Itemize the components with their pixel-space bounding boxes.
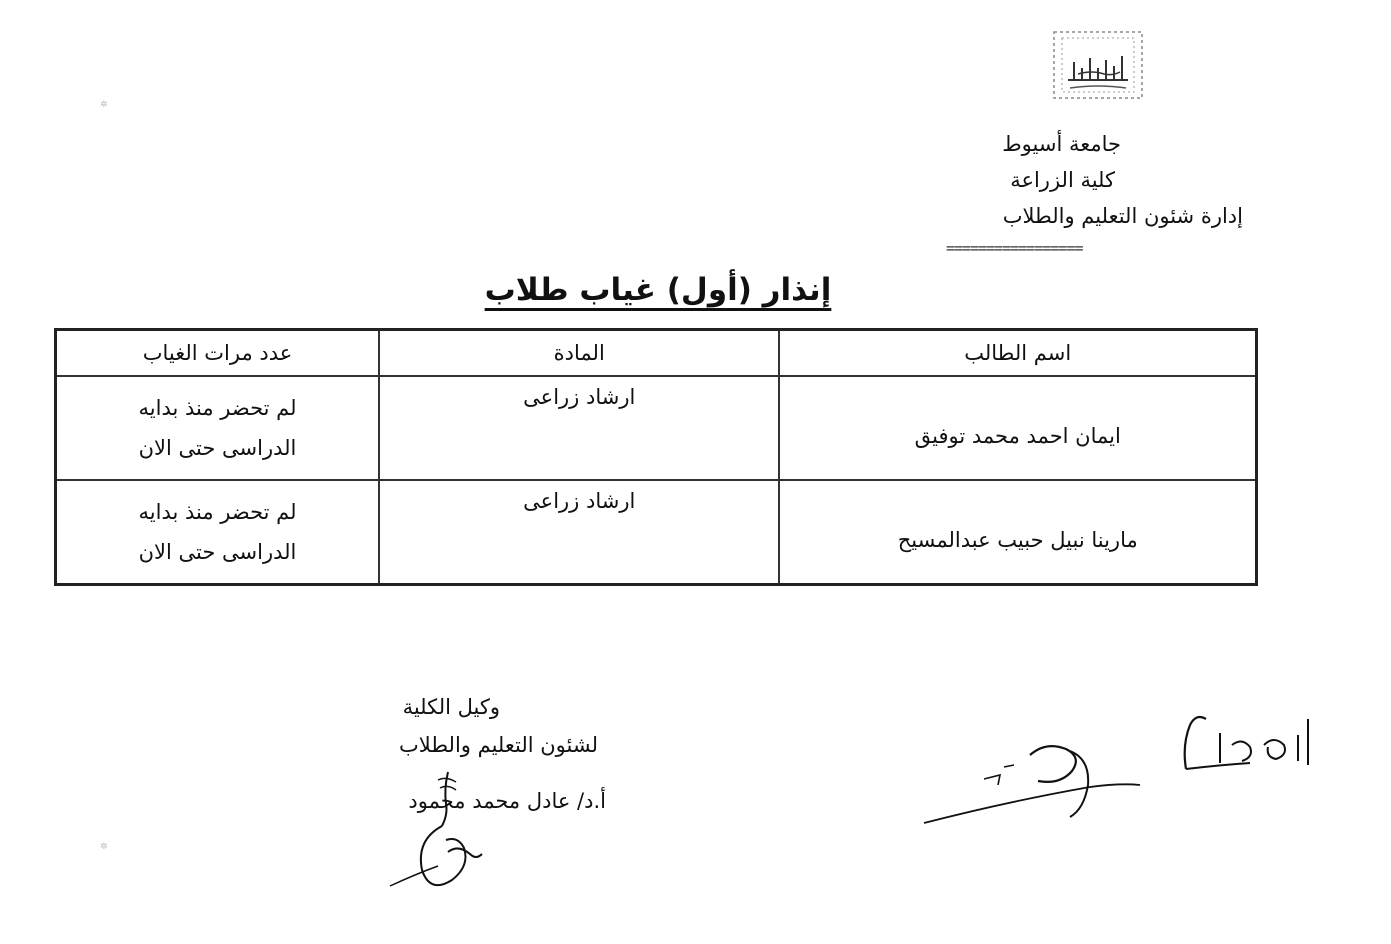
scan-speck: ✲	[100, 842, 108, 852]
subject-cell: ارشاد زراعى	[379, 376, 779, 480]
document-title: إنذار (أول) غياب طلاب	[484, 272, 832, 308]
absences-cell	[56, 376, 380, 480]
header-separator: =================	[946, 239, 1083, 257]
handwritten-note-icon	[920, 705, 1340, 835]
university-name: جامعة أسيوط	[1002, 132, 1121, 156]
scan-speck: ✲	[100, 100, 108, 110]
column-header-student: اسم الطالب	[779, 330, 1256, 377]
handwritten-signature-icon	[386, 770, 506, 900]
table-row	[56, 480, 1257, 585]
absences-text-line2: الدراسى حتى الان	[138, 436, 297, 460]
signatory-name: أ.د/ عادل محمد محمود	[408, 789, 606, 813]
signatory-title-line1: وكيل الكلية	[402, 695, 500, 719]
signatory-title-line2: لشئون التعليم والطلاب	[399, 733, 598, 757]
column-header-absences: عدد مرات الغياب	[56, 330, 380, 377]
absences-cell	[56, 480, 380, 585]
student-name-cell: ايمان احمد محمد توفيق	[779, 376, 1256, 480]
absences-text-line1: لم تحضر منذ بدايه	[138, 500, 297, 524]
absence-table	[54, 328, 1258, 586]
university-logo-icon	[1052, 30, 1144, 100]
institution-header	[943, 126, 1243, 234]
department-name: إدارة شئون التعليم والطلاب	[1002, 204, 1243, 228]
student-name-cell: مارينا نبيل حبيب عبدالمسيح	[779, 480, 1256, 585]
absences-text-line1: لم تحضر منذ بدايه	[138, 396, 297, 420]
absences-text-line2: الدراسى حتى الان	[138, 540, 297, 564]
subject-cell: ارشاد زراعى	[379, 480, 779, 585]
table-header-row	[56, 330, 1257, 377]
column-header-subject: المادة	[379, 330, 779, 377]
faculty-name: كلية الزراعة	[1010, 168, 1115, 192]
table-row	[56, 376, 1257, 480]
